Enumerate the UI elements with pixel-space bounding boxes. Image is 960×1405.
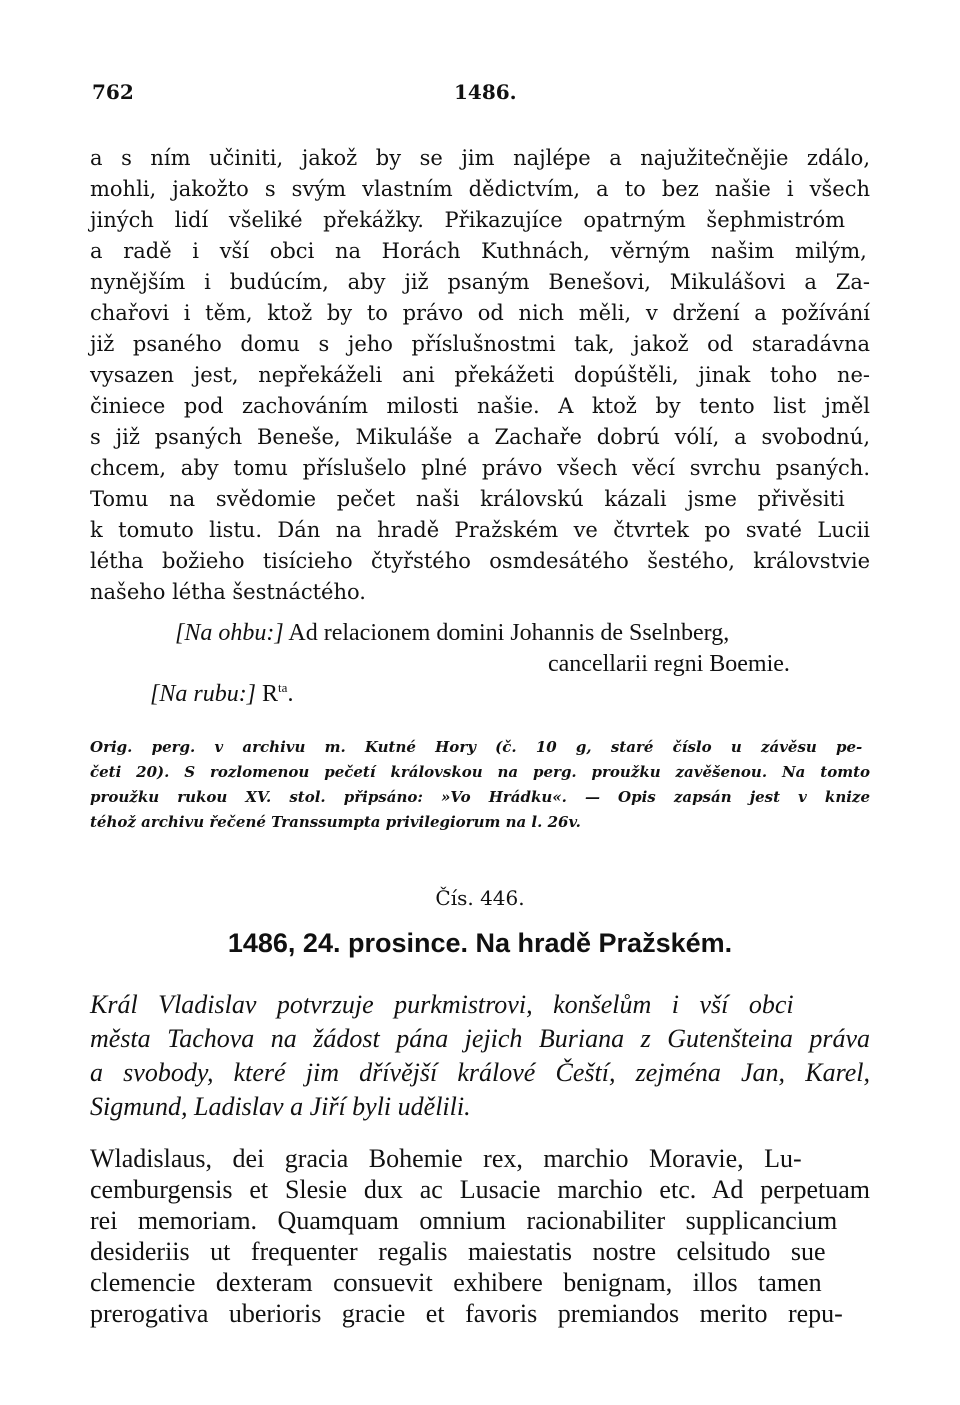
note-line: téhož archivu řečené Transsumpta privilegiorum na l. 26v. — [90, 813, 581, 831]
latin-line: Wladislaus, dei gracia Bohemie rex, marchio Moravie, Lu- — [90, 1144, 802, 1173]
note-line: proužku rukou XV. stol. připsáno: »Vo Hrádku«. — Opis zapsán jest v knize — [90, 788, 870, 806]
latin-line: clemencie dexteram consuevit exhibere benignam, illos tamen — [90, 1268, 822, 1297]
latin-line: cemburgensis et Slesie dux ac Lusacie marchio etc. Ad perpetuam — [90, 1175, 870, 1204]
fold-text: Ad relacionem domini Johannis de Sselnberg, — [288, 620, 730, 646]
regest-line: Král Vladislav potvrzuje purkmistrovi, konšelům i vší obci — [90, 990, 794, 1019]
text-line: činiece pod zachováním milosti našie. A ktož by tento list jměl — [90, 394, 870, 418]
text-line: a s ním učiniti, jakož by se jim najlépe a najužitečnějie zdálo, — [90, 146, 870, 170]
edge-text: R — [262, 681, 279, 707]
text-line: a radě i vší obci na Horách Kuthnách, věrným našim milým, — [90, 239, 867, 263]
subscription-fold — [175, 620, 729, 647]
text-line: mohli, jakožto s svým vlastním dědictvím, a to bez našie i všech — [90, 177, 870, 201]
text-line: Tomu na svědomie pečet naši královskú kázali jsme přivěsiti — [90, 487, 845, 511]
note-line: četi 20). S rozlomenou pečetí královskou na perg. proužku zavěšenou. Na tomto — [90, 763, 870, 781]
text-line: jiných lidí všeliké překážky. Přikazujíce opatrným šephmistróm — [90, 208, 846, 232]
regest-line: Sigmund, Ladislav a Jiří byli udělili. — [90, 1092, 471, 1121]
regest-line: města Tachova na žádost pána jejich Buriana z Gutenšteina práva — [90, 1024, 870, 1053]
text-line: k tomuto listu. Dán na hradě Pražském ve čtvrtek po svaté Lucii — [90, 518, 870, 542]
document-heading: 1486, 24. prosince. Na hradě Pražském. — [227, 928, 733, 958]
text-line: vysazen jest, nepřekáželi ani překážeti dopúštěli, jinak toho ne- — [90, 363, 870, 387]
text-line: s již psaných Beneše, Mikuláše a Zachaře dobrú vólí, a svobodnú, — [90, 425, 870, 449]
edge-superscript: ta — [278, 680, 288, 695]
fold-label: [Na ohbu:] — [175, 620, 284, 646]
text-line: nynějším i budúcím, aby již psaným Benešovi, Mikulášovi a Za- — [90, 270, 870, 294]
note-line: Orig. perg. v archivu m. Kutné Hory (č. 10 g, staré číslo u závěsu pe- — [90, 738, 863, 756]
text-line: chcem, aby tomu příslušelo plné právo všech věcí svrchu psaných. — [90, 456, 870, 480]
document-number: Čís. 446. — [435, 886, 525, 910]
page-number: 762 — [92, 80, 134, 104]
text-line: našeho létha šestnáctého. — [90, 580, 366, 604]
edge-label: [Na rubu:] — [150, 681, 257, 707]
page-header — [92, 80, 872, 110]
subscription-edge — [150, 680, 293, 708]
text-line: již psaného domu s jeho příslušnostmi tak, jakož od staradávna — [90, 332, 870, 356]
latin-line: desideriis ut frequenter regalis maiestatis nostre celsitudo sue — [90, 1237, 826, 1266]
text-line: chařovi i těm, ktož by to právo od nich měli, v držení a požívání — [90, 301, 870, 325]
fold-text-continued: cancellarii regni Boemie. — [548, 651, 790, 677]
edge-end: . — [287, 681, 294, 707]
text-line: létha božieho tisícieho čtyřstého osmdesátého šestého, královstvie — [90, 549, 870, 573]
latin-line: rei memoriam. Quamquam omnium racionabiliter supplicancium — [90, 1206, 838, 1235]
latin-line: prerogativa uberioris gracie et favoris premiandos merito repu- — [90, 1299, 843, 1328]
regest-line: a svobody, které jim dřívější králové Čeští, zejména Jan, Karel, — [90, 1058, 870, 1087]
running-head-year: 1486. — [454, 80, 517, 104]
